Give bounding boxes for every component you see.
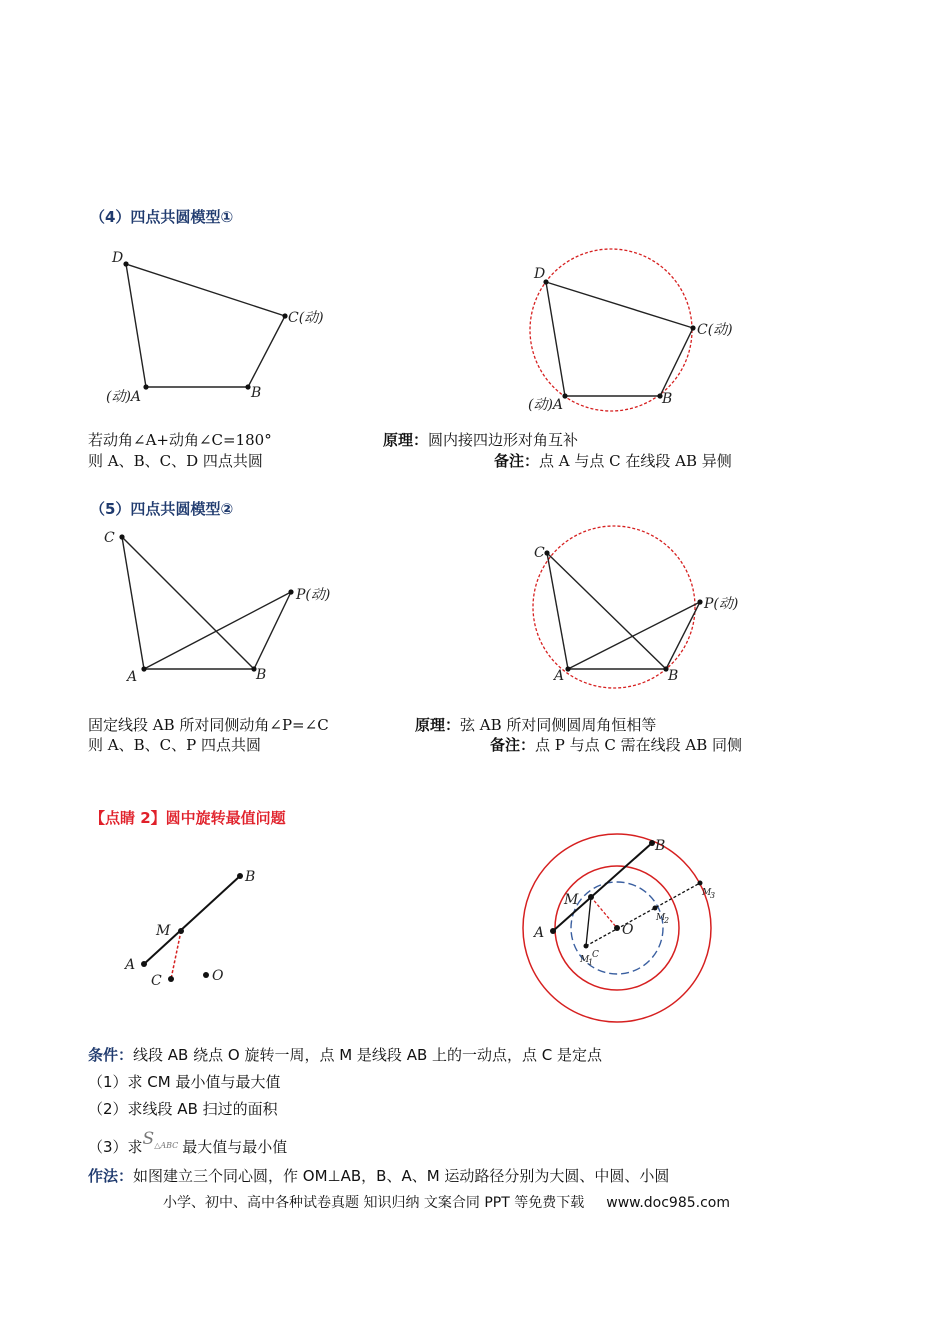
fig5r-label-a: A: [554, 668, 565, 684]
tip2-condition-text: 线段 AB 绕点 O 旋转一周，点 M 是线段 AB 上的一动点，点 C 是定点: [133, 1046, 603, 1064]
fig4-left: [106, 250, 324, 405]
tip2r-label-m: M: [564, 892, 579, 908]
tip2r-label-b: B: [655, 838, 666, 854]
tip2l-label-c: C: [151, 973, 162, 989]
section5-principle-label: 原理：: [415, 716, 461, 734]
tip2r-label-o: O: [622, 922, 634, 938]
section5-heading: （5）四点共圆模型②: [90, 500, 234, 518]
tip2-q3-prefix: （3）求: [88, 1138, 143, 1156]
fig4l-label-c: C(动): [288, 310, 324, 326]
fig5l-label-c: C: [104, 530, 115, 546]
tip2-q3-sub: △ABC: [154, 1141, 179, 1150]
section5-note-text: 点 P 与点 C 需在线段 AB 同侧: [535, 736, 743, 754]
tip2l-label-a: A: [125, 957, 136, 973]
section4-note-label: 备注：: [494, 452, 540, 470]
tip2-condition-label: 条件：: [88, 1046, 134, 1064]
section4-principle-label: 原理：: [383, 431, 429, 449]
tip2-q3-s: S: [142, 1129, 155, 1149]
fig5r-label-p: P(动): [704, 596, 739, 612]
footer-site-link[interactable]: www.doc985.com: [606, 1195, 730, 1211]
footer-text: 小学、初中、高中各种试卷真题 知识归纳 文案合同 PPT 等免费下载: [163, 1195, 585, 1211]
section4-principle: [383, 430, 578, 450]
tip2-heading: 【点睛 2】圆中旋转最值问题: [90, 809, 286, 827]
fig5-right: [533, 526, 738, 688]
tip2l-label-m: M: [156, 923, 171, 939]
section5-principle-text: 弦 AB 所对同侧圆周角恒相等: [460, 716, 657, 734]
tip2r-label-m3-sub: 3: [710, 891, 716, 900]
section5-line2: 则 A、B、C、P 四点共圆: [88, 736, 261, 754]
section5-principle: [415, 715, 656, 735]
section5-note-label: 备注：: [490, 736, 536, 754]
footer: [163, 1192, 730, 1212]
section4-line1: 若动角∠A+动角∠C=180°: [88, 431, 272, 449]
tip2-right: [523, 834, 715, 1022]
fig4r-label-d: D: [534, 266, 546, 282]
section5-line1: 固定线段 AB 所对同侧动角∠P=∠C: [88, 716, 329, 734]
fig4l-label-b: B: [251, 385, 262, 401]
tip2-question-1: （1）求 CM 最小值与最大值: [88, 1073, 281, 1091]
fig5l-label-p: P(动): [296, 587, 331, 603]
fig5l-label-b: B: [256, 667, 267, 683]
fig5-left: [104, 530, 330, 685]
tip2-left: [123, 869, 255, 989]
fig4r-label-a: (动)A: [528, 397, 564, 413]
tip2r-label-m2-sub: 2: [664, 916, 670, 925]
tip2-question-2: （2）求线段 AB 扫过的面积: [88, 1100, 278, 1118]
tip2-question-3: [88, 1129, 288, 1160]
tip2-condition: [88, 1045, 602, 1065]
tip2r-label-m1-sub: 1: [588, 958, 594, 967]
tip2r-label-m1: M: [580, 955, 590, 965]
section4-note: [494, 451, 732, 471]
section4-line2: 则 A、B、C、D 四点共圆: [88, 452, 263, 470]
fig5r-label-c: C: [534, 545, 545, 561]
tip2r-label-m3: M: [702, 888, 712, 898]
tip2-method-text: 如图建立三个同心圆，作 OM⊥AB，B、A、M 运动路径分别为大圆、中圆、小圆: [133, 1167, 670, 1185]
fig4l-label-a: (动)A: [106, 389, 142, 405]
tip2l-label-o: O: [212, 968, 224, 984]
fig4-right: [528, 249, 733, 413]
tip2r-label-a: A: [534, 925, 545, 941]
fig5r-label-b: B: [668, 668, 679, 684]
section4-principle-text: 圆内接四边形对角互补: [428, 431, 579, 449]
tip2r-label-m2: M: [656, 913, 666, 923]
tip2r-label-c: C: [592, 950, 599, 960]
section4-note-text: 点 A 与点 C 在线段 AB 异侧: [539, 452, 732, 470]
tip2-method: [88, 1166, 669, 1186]
tip2l-label-b: B: [245, 869, 256, 885]
tip2-q3-suffix: 最大值与最小值: [182, 1138, 288, 1156]
section5-note: [490, 735, 742, 755]
section4-heading: （4）四点共圆模型①: [90, 208, 234, 226]
tip2-method-label: 作法：: [88, 1167, 134, 1185]
fig4r-label-c: C(动): [697, 322, 733, 338]
fig4r-label-b: B: [662, 391, 673, 407]
fig5l-label-a: A: [127, 669, 138, 685]
fig4l-label-d: D: [112, 250, 124, 266]
